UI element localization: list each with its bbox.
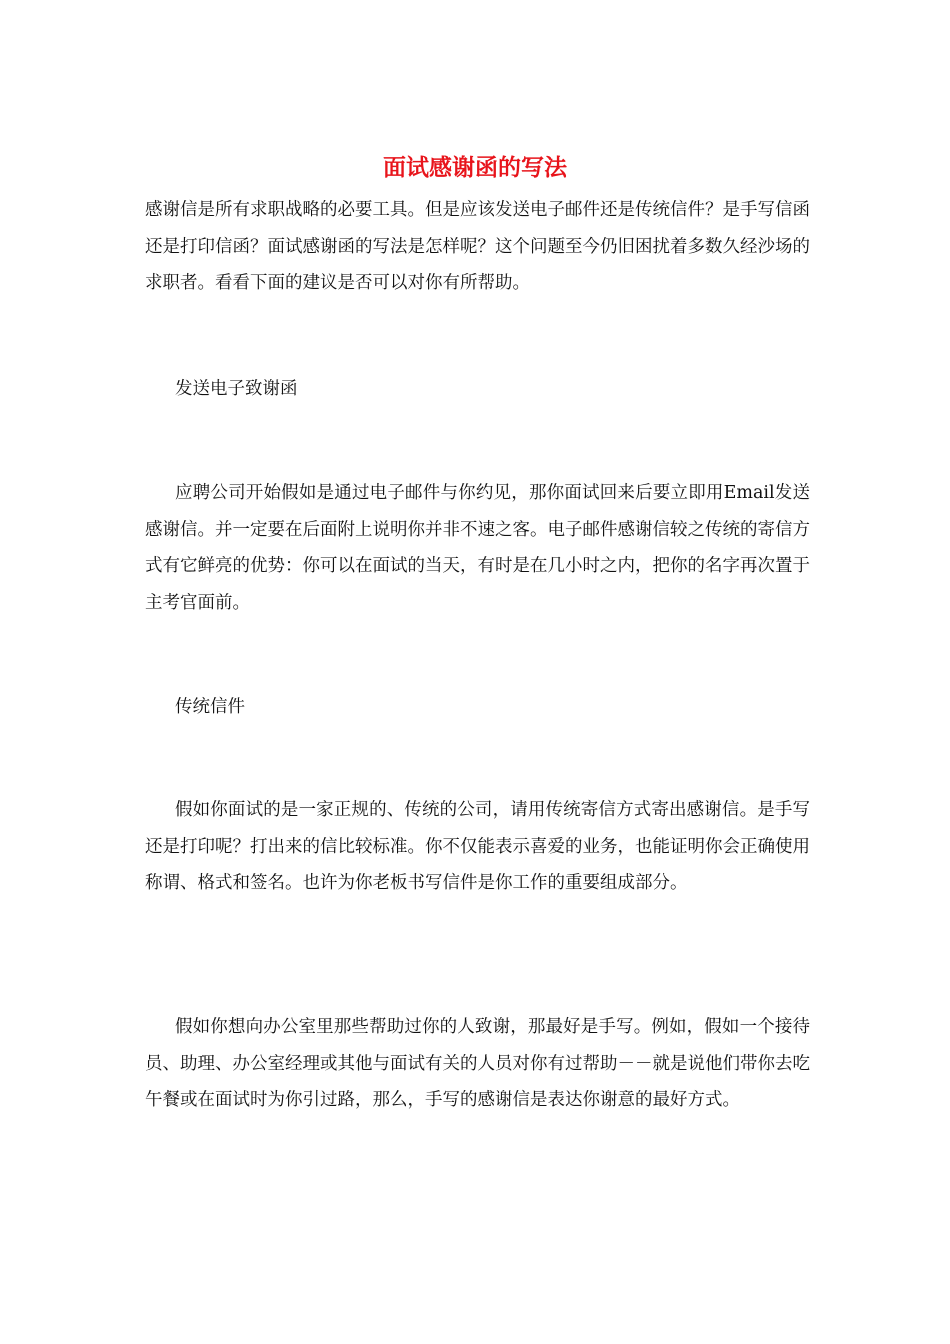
document-title: 面试感谢函的写法 xyxy=(383,154,567,181)
email-paragraph: 应聘公司开始假如是通过电子邮件与你约见，那你面试回来后要立即用Email发送感谢信。并一定要在后面附上说明你并非不速之客。电子邮件感谢信较之传统的寄信方式有它鲜亮的优势：你可以在面试的当天，有时是在几小时之内，把你的名字再次置于主考官面前。 xyxy=(145,483,810,613)
section-heading-traditional: 传统信件 xyxy=(175,697,245,717)
traditional-paragraph-1: 假如你面试的是一家正规的、传统的公司，请用传统寄信方式寄出感谢信。是手写还是打印呢？打出来的信比较标准。你不仅能表示喜爱的业务，也能证明你会正确使用称谓、格式和签名。也许为你老板书写信件是你工作的重要组成部分。 xyxy=(145,800,810,893)
intro-paragraph: 感谢信是所有求职战略的必要工具。但是应该发送电子邮件还是传统信件？是手写信函还是打印信函？面试感谢函的写法是怎样呢？这个问题至今仍旧困扰着多数久经沙场的求职者。看看下面的建议是否可以对你有所帮助。 xyxy=(145,200,810,293)
traditional-paragraph-2: 假如你想向办公室里那些帮助过你的人致谢，那最好是手写。例如，假如一个接待员、助理、办公室经理或其他与面试有关的人员对你有过帮助－－就是说他们带你去吃午餐或在面试时为你引过路，那么，手写的感谢信是表达你谢意的最好方式。 xyxy=(145,1017,810,1110)
section-heading-email: 发送电子致谢函 xyxy=(175,379,298,399)
